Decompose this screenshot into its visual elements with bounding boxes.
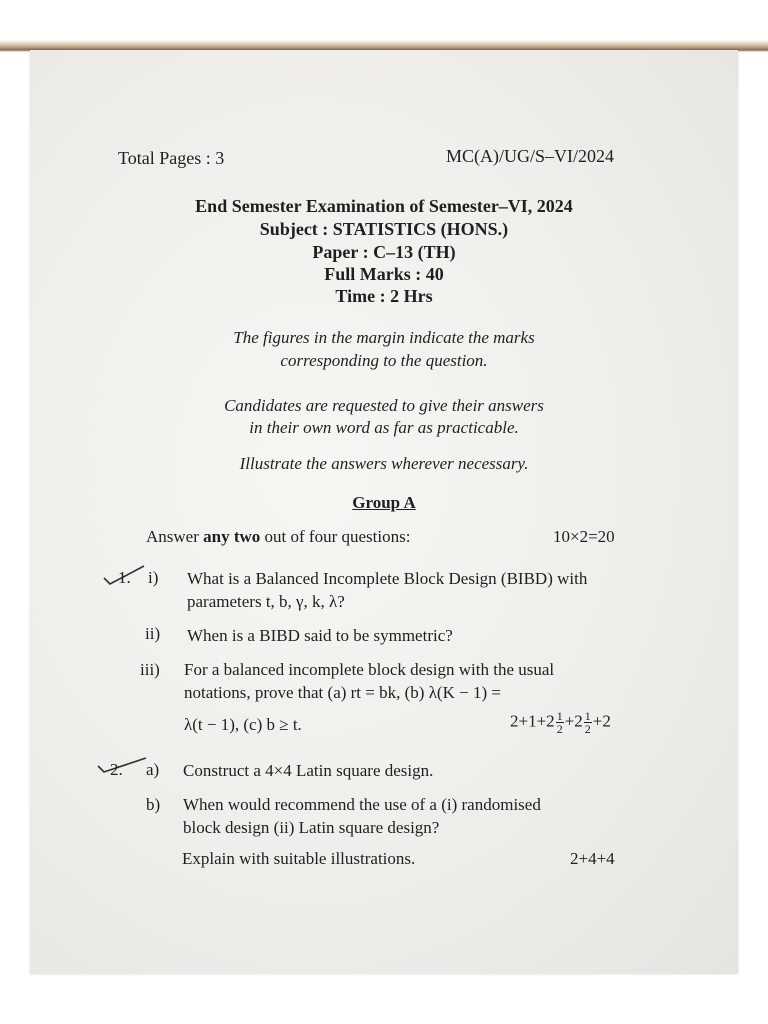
q1-iii-line1: For a balanced incomplete block design with the usual <box>184 660 555 679</box>
total-pages: Total Pages : 3 <box>118 148 225 168</box>
exam-title: End Semester Examination of Semester–VI, 2024 <box>195 196 573 216</box>
answer-suffix: out of four questions: <box>264 527 411 546</box>
q1-ii-label: ii) <box>145 624 161 643</box>
paper-code: MC(A)/UG/S–VI/2024 <box>446 146 615 166</box>
fraction-half <box>556 710 564 735</box>
q2-marks: 2+4+4 <box>570 849 615 868</box>
q2-b-line2: block design (ii) Latin square design? <box>183 818 440 837</box>
exam-paper: Paper : C–13 (TH) <box>312 242 456 262</box>
fraction-numerator: 1 <box>584 709 591 723</box>
answer-prefix: Answer <box>146 527 199 546</box>
q1-number: 1. <box>118 568 131 587</box>
instruction-line: The figures in the margin indicate the marks <box>233 328 535 347</box>
q1-iii-line2: notations, prove that (a) rt = bk, (b) λ(K − 1) = <box>184 683 501 702</box>
q1-marks-part: 2+1+2 <box>510 711 555 731</box>
q1-marks-part: +2 <box>564 711 583 731</box>
q2-a-label: a) <box>146 760 160 779</box>
full-marks: Full Marks : 40 <box>324 264 444 284</box>
q2-b-line3: Explain with suitable illustrations. <box>182 849 416 868</box>
instruction-line: in their own word as far as practicable. <box>249 418 519 437</box>
group-a-marks: 10×2=20 <box>553 527 615 546</box>
q2-number: 2. <box>110 760 123 779</box>
instruction-line: Candidates are requested to give their answers <box>224 396 544 415</box>
q1-i-text: What is a Balanced Incomplete Block Design (BIBD) with parameters t, b, γ, k, λ? <box>187 569 588 611</box>
answer-bold: any two <box>203 527 261 546</box>
group-a-title: Group A <box>352 493 416 512</box>
q1-iii-line3: λ(t − 1), (c) b ≥ t. <box>184 715 302 734</box>
q1-marks <box>510 710 611 735</box>
fraction-numerator: 1 <box>556 709 563 723</box>
exam-time: Time : 2 Hrs <box>335 286 433 306</box>
fraction-denominator: 2 <box>556 722 563 736</box>
instruction-line: Illustrate the answers wherever necessary. <box>239 454 529 473</box>
q1-marks-part: +2 <box>592 711 611 731</box>
instruction-line: corresponding to the question. <box>280 351 488 370</box>
q2-a-text: Construct a 4×4 Latin square design. <box>183 761 434 780</box>
q1-i-label: i) <box>148 568 159 587</box>
q1-iii-label: iii) <box>140 660 160 679</box>
q2-b-label: b) <box>146 795 161 814</box>
group-a-instruction <box>146 527 410 547</box>
exam-subject: Subject : STATISTICS (HONS.) <box>259 219 509 239</box>
q2-b-line1: When would recommend the use of a (i) randomised <box>183 795 541 814</box>
fraction-denominator: 2 <box>584 722 591 736</box>
photo-edge <box>0 0 768 52</box>
fraction-half <box>584 710 592 735</box>
q1-ii-text: When is a BIBD said to be symmetric? <box>187 626 453 645</box>
